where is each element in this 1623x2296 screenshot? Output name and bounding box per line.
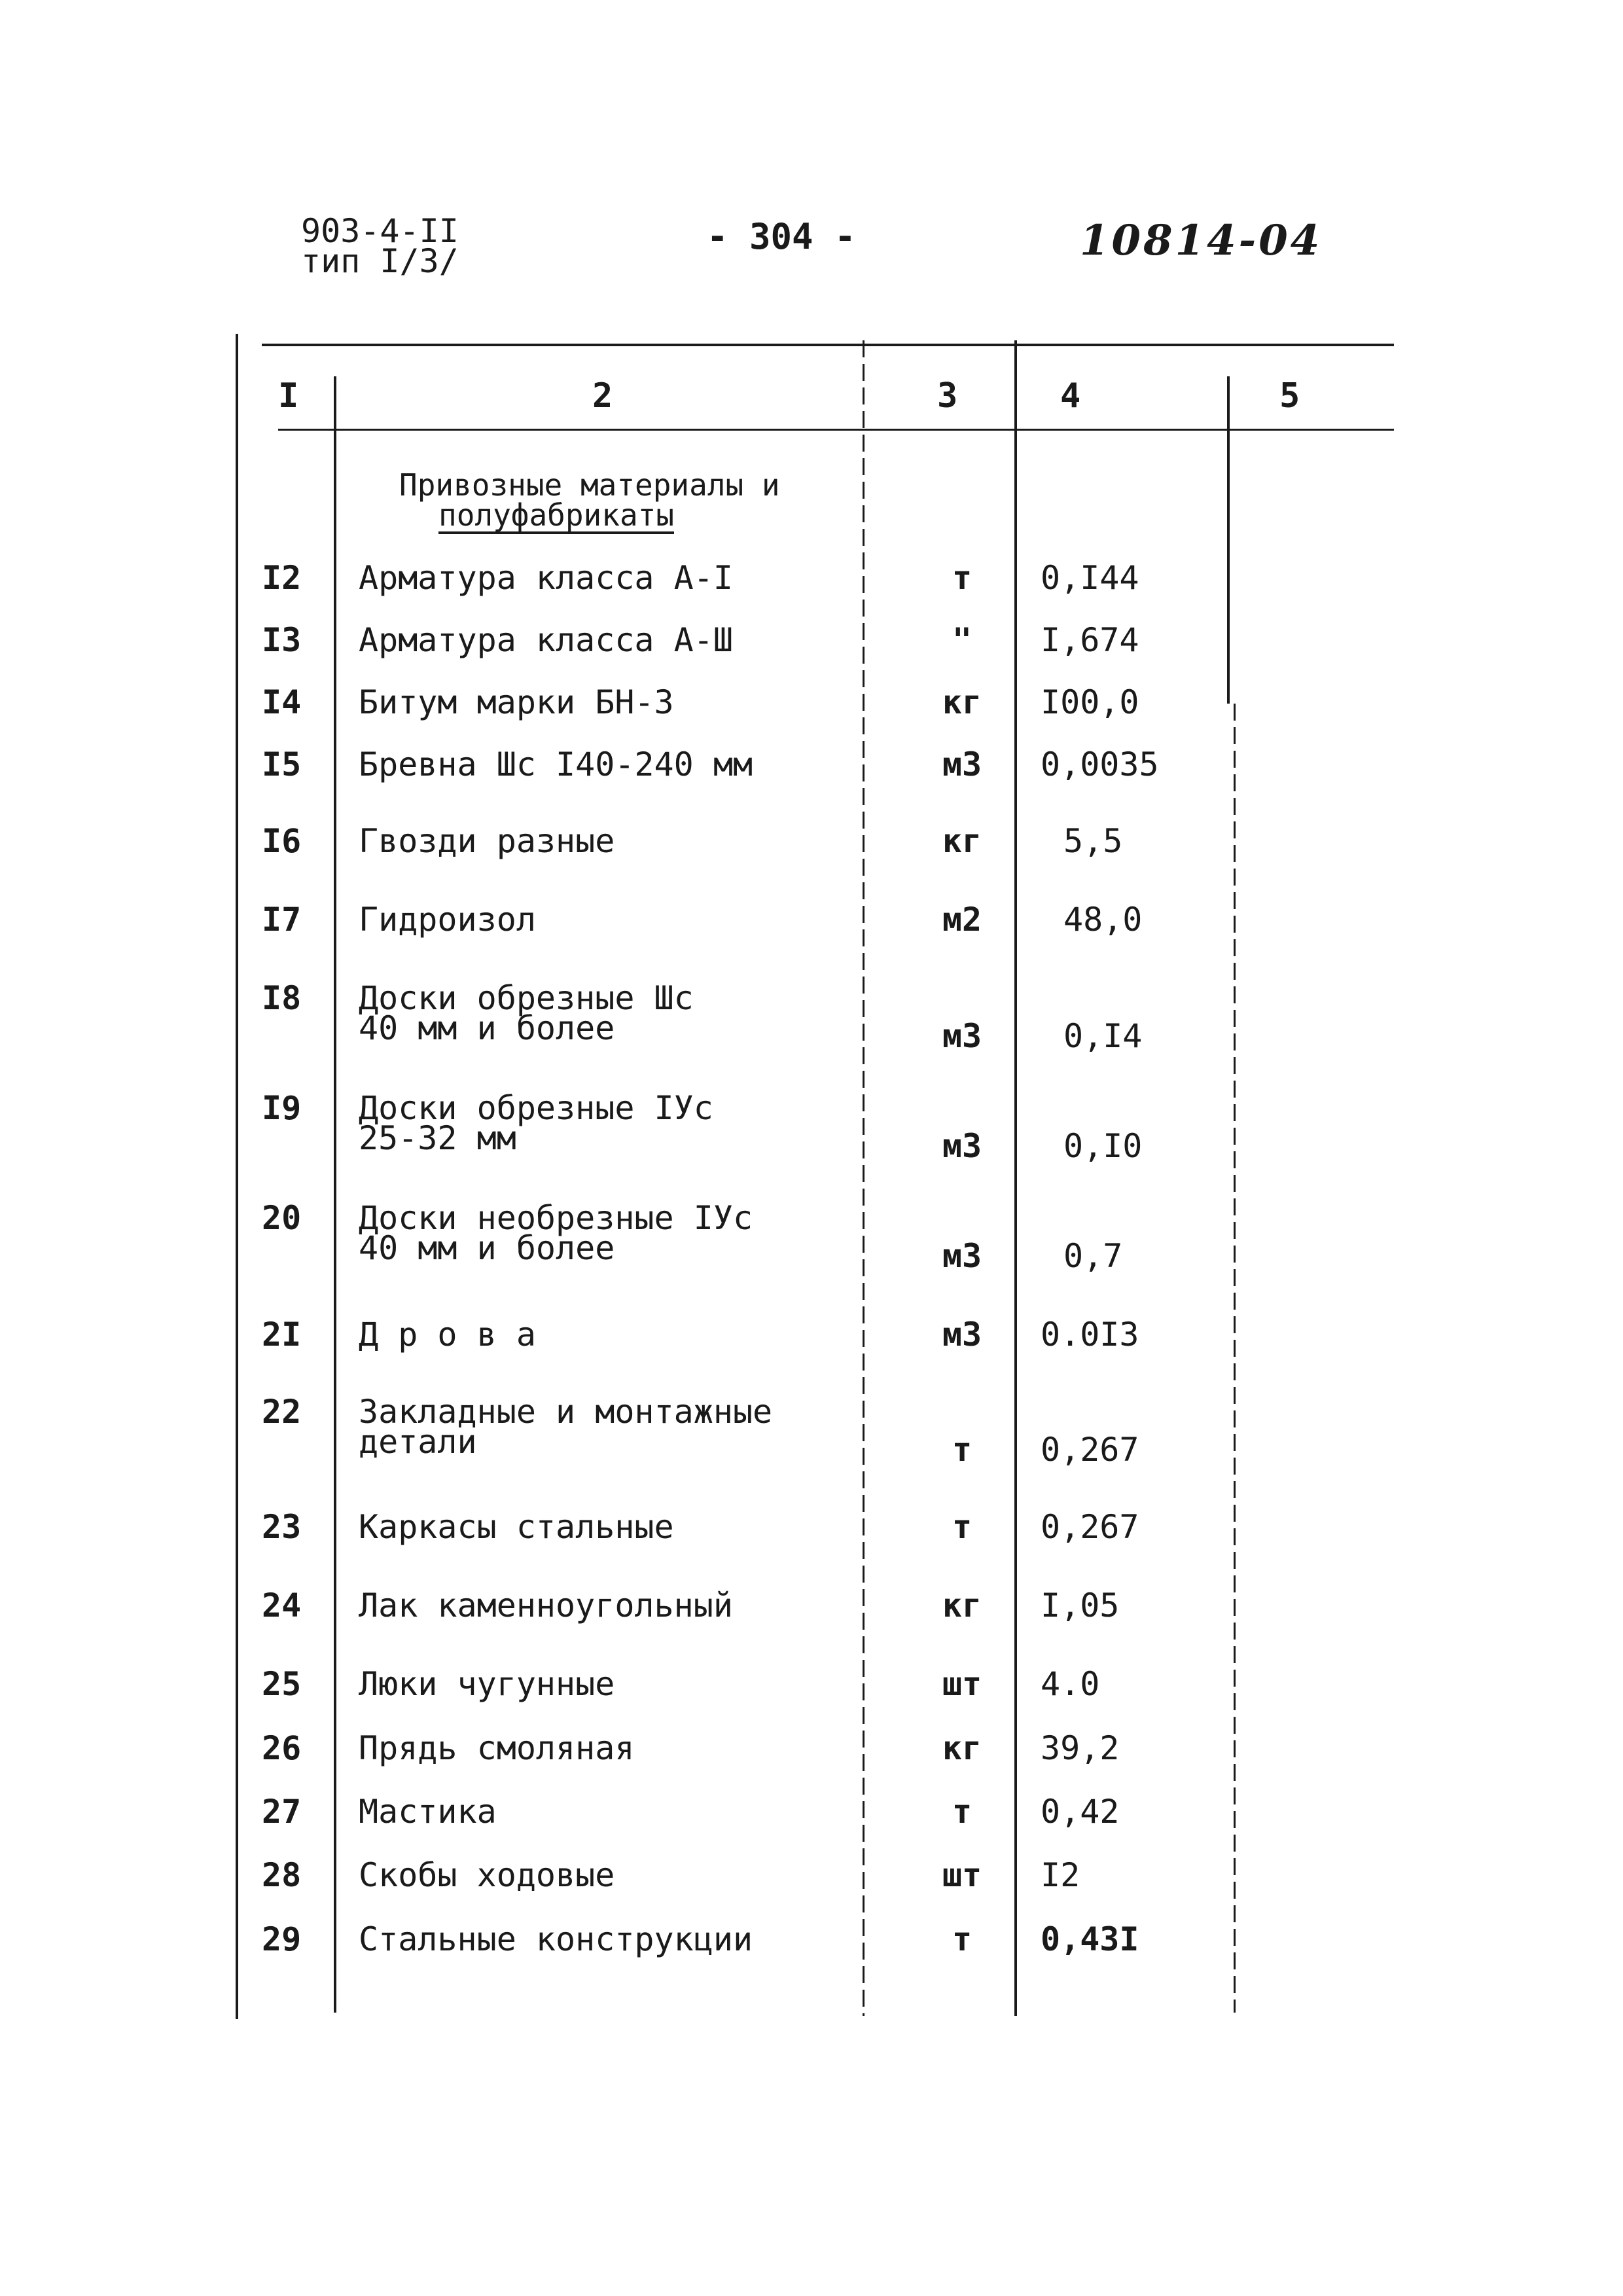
material-name: Прядь смоляная: [359, 1729, 635, 1767]
material-name: Арматура класса А-I: [359, 559, 733, 597]
row-number: I4: [262, 683, 302, 721]
page-number: - 304 -: [707, 216, 856, 257]
material-name: Доски необрезные IУс: [359, 1199, 753, 1237]
unit: кг: [942, 683, 982, 721]
document-code-line2: тип I/3/: [301, 242, 459, 280]
row-number: 28: [262, 1856, 302, 1894]
material-name: Д р о в а: [359, 1316, 536, 1354]
row-number: 26: [262, 1729, 302, 1767]
material-name: Битум марки БН-3: [359, 683, 674, 721]
quantity: 39,2: [1041, 1729, 1120, 1767]
col-divider-1: [334, 376, 336, 2013]
material-name-line2: 40 мм и более: [359, 1009, 615, 1047]
unit: м3: [942, 1316, 982, 1354]
quantity: 48,0: [1063, 901, 1143, 939]
row-number: I3: [262, 621, 302, 659]
material-name: Люки чугунные: [359, 1665, 615, 1703]
quantity: 0,267: [1041, 1431, 1139, 1469]
material-name: Гвозди разные: [359, 822, 615, 860]
row-number: I8: [262, 979, 302, 1017]
unit: т: [952, 1508, 972, 1546]
unit: шт: [942, 1665, 982, 1703]
row-number: 29: [262, 1920, 302, 1958]
unit: м3: [942, 1237, 982, 1275]
row-number: I9: [262, 1089, 302, 1127]
row-number: I6: [262, 822, 302, 860]
row-number: 23: [262, 1508, 302, 1546]
unit: м2: [942, 901, 982, 939]
quantity: I,05: [1041, 1587, 1120, 1624]
unit: ": [952, 621, 972, 659]
row-number: 24: [262, 1587, 302, 1624]
quantity: 0,42: [1041, 1793, 1120, 1831]
unit: т: [952, 559, 972, 597]
table-top-rule: [262, 344, 1394, 346]
quantity: I,674: [1041, 621, 1139, 659]
quantity: 0,I0: [1063, 1127, 1143, 1165]
material-name: Стальные конструкции: [359, 1920, 753, 1958]
unit: кг: [942, 1729, 982, 1767]
left-border: [236, 334, 238, 2019]
quantity: I2: [1041, 1856, 1080, 1894]
row-number: 25: [262, 1665, 302, 1703]
quantity: 0,I4: [1063, 1017, 1143, 1055]
unit: шт: [942, 1856, 982, 1894]
material-name: Доски обрезные IУс: [359, 1089, 713, 1127]
row-number: I7: [262, 901, 302, 939]
col-divider-2: [863, 340, 865, 2016]
unit: м3: [942, 1127, 982, 1165]
column-header-2: 2: [592, 376, 613, 416]
column-header-3: 3: [937, 376, 958, 416]
section-title-line1: Привозные материалы и: [399, 467, 780, 503]
quantity: 5,5: [1063, 822, 1123, 860]
unit: т: [952, 1793, 972, 1831]
material-name: Закладные и монтажные: [359, 1393, 773, 1431]
document-code: [301, 212, 459, 280]
document-code-line1: 903-4-II: [301, 212, 459, 250]
material-name: Лак каменноугольный: [359, 1587, 733, 1624]
quantity: 0,267: [1041, 1508, 1139, 1546]
handwritten-number: 10814-04: [1080, 216, 1323, 265]
col-divider-4-lower: [1234, 704, 1236, 2013]
column-header-1: I: [278, 376, 299, 416]
quantity: 0,7: [1063, 1237, 1123, 1275]
material-name: Гидроизол: [359, 901, 536, 939]
column-header-4: 4: [1060, 376, 1081, 416]
quantity: 4.0: [1041, 1665, 1100, 1703]
row-number: 20: [262, 1199, 302, 1237]
quantity: I00,0: [1041, 683, 1139, 721]
unit: т: [952, 1431, 972, 1469]
row-number: I2: [262, 559, 302, 597]
unit: м3: [942, 1017, 982, 1055]
unit: т: [952, 1920, 972, 1958]
unit: кг: [942, 822, 982, 860]
section-title-line2: полуфабрикаты: [438, 497, 675, 533]
row-number: 2I: [262, 1316, 302, 1354]
material-name-line2: детали: [359, 1423, 477, 1461]
row-number: 22: [262, 1393, 302, 1431]
quantity: 0.0I3: [1041, 1316, 1139, 1354]
material-name-line2: 25-32 мм: [359, 1119, 516, 1157]
quantity: 0,I44: [1041, 559, 1139, 597]
material-name-line2: 40 мм и более: [359, 1229, 615, 1267]
row-number: 27: [262, 1793, 302, 1831]
row-number: I5: [262, 745, 302, 783]
material-name: Арматура класса А-Ш: [359, 621, 733, 659]
col-divider-4: [1227, 376, 1230, 704]
quantity: 0,0035: [1041, 745, 1159, 783]
unit: м3: [942, 745, 982, 783]
material-name: Скобы ходовые: [359, 1856, 615, 1894]
material-name: Мастика: [359, 1793, 497, 1831]
material-name: Бревна Шс I40-240 мм: [359, 745, 753, 783]
material-name: Каркасы стальные: [359, 1508, 674, 1546]
material-name: Доски обрезные Шс: [359, 979, 694, 1017]
quantity: 0,43I: [1041, 1920, 1139, 1958]
column-header-5: 5: [1279, 376, 1300, 416]
unit: кг: [942, 1587, 982, 1624]
section-title: [399, 467, 780, 534]
